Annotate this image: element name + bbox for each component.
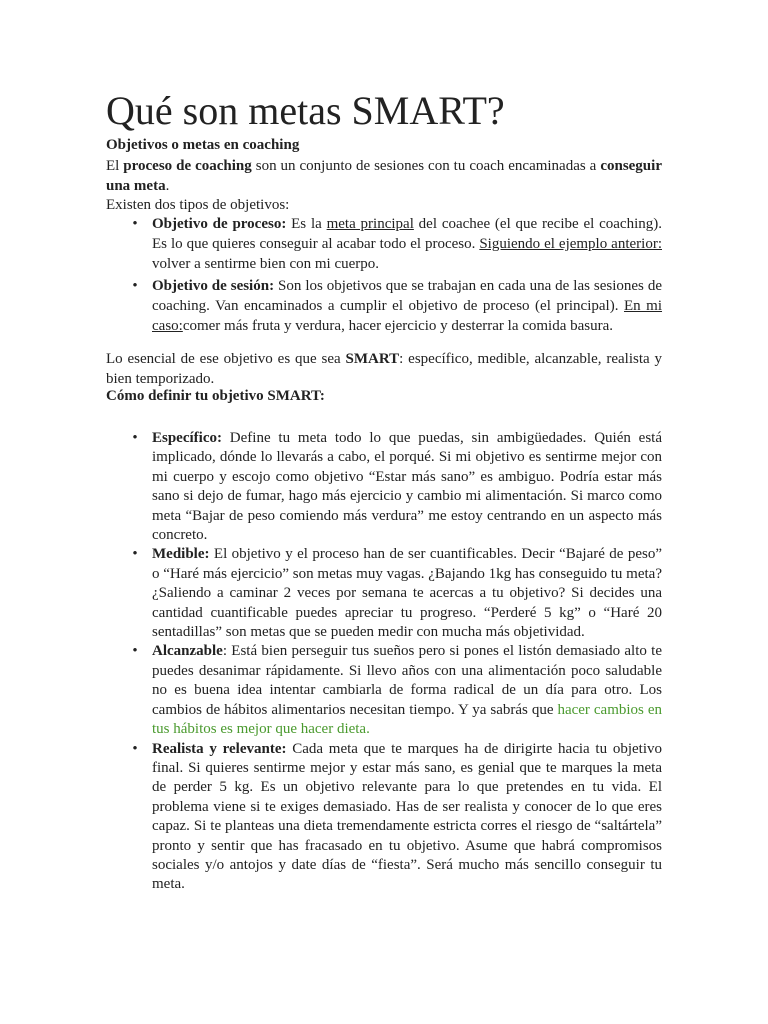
bullet-icon: • [132, 740, 138, 757]
item-text: comer más fruta y verdura, hacer ejercicio y desterrar la comida basura. [182, 318, 614, 334]
item-text: : Está bien perseguir tus sueños pero si pones el listón demasiado alto te puedes desanimar rápidamente. Si llevo años con una alimentación poco saludable no es buena idea intentar cambiarla de forma radical de un día para otro. Los cambios de hábitos alimentarios necesitan tiempo. Y ya sabrás que [152, 643, 662, 718]
item-heading: Realista y relevante: [152, 740, 287, 757]
item-heading: Medible: [152, 546, 210, 563]
section-heading-coaching: Objetivos o metas en coaching [106, 137, 300, 153]
objective-types-list [132, 214, 663, 338]
list-item-alcanzable [132, 642, 662, 739]
bullet-icon: • [132, 643, 138, 660]
item-heading: Específico: [152, 430, 222, 446]
intro-text-3: . [165, 178, 170, 194]
list-item-medible [132, 545, 662, 642]
smart-paragraph [106, 349, 662, 389]
bullet-icon: • [132, 278, 138, 294]
list-item-especifico [132, 429, 662, 545]
smart-criteria-list [132, 429, 662, 895]
underlined-en-mi-caso: En mi caso: [152, 298, 663, 334]
item-text: Es la [286, 216, 327, 232]
smart-bold: SMART [345, 351, 400, 367]
bullet-icon: • [132, 216, 138, 232]
intro-text-1: El [106, 158, 124, 174]
bullet-icon: • [132, 546, 138, 563]
item-heading: Objetivo de sesión: [152, 278, 275, 294]
smart-text-2: : específico, medible, alcanzable, realista y bien temporizado. [106, 351, 662, 387]
types-intro: Existen dos tipos de objetivos: [106, 197, 290, 213]
list-item-objetivo-sesion [132, 276, 663, 336]
item-text: del coachee (el que recibe el coaching). Es lo que quieres conseguir al acabar todo el proceso. [152, 216, 662, 252]
list-item-realista [132, 740, 662, 895]
intro-text-2: son un conjunto de sesiones con tu coach encaminadas a [251, 158, 601, 174]
bullet-icon: • [132, 430, 138, 446]
list-item-objetivo-proceso [132, 214, 662, 274]
item-text: El objetivo y el proceso han de ser cuantificables. Decir “Bajaré de peso” o “Haré más ejercicio” son metas muy vagas. ¿Bajando 1kg has conseguido tu meta? ¿Saliendo a caminar 2 veces por semana te acercas a tu objetivo? Si decides una cantidad cuantificable puedes apreciar tu progreso. “Perderé 5 kg” o “Haré 20 sentadillas” son metas que se pueden medir con mucha más objetividad. [152, 546, 662, 641]
underlined-meta-principal: meta principal [326, 216, 414, 232]
item-text: Define tu meta todo lo que puedas, sin ambigüedades. Quién está implicado, dónde lo llevarás a cabo, el porqué. Si mi objetivo es sentirme mejor con mi cuerpo y escojo como objetivo “Estar más sano” es ambiguo. Podría estar más sano si dejo de fumar, hago más ejercicio y cambio mi alimentación. Si marco como meta “Bajar de peso comiendo más verdura” me estoy centrando en un aspecto más concreto. [152, 430, 662, 544]
underlined-ejemplo: Siguiendo el ejemplo anterior: [479, 236, 662, 252]
intro-paragraph [106, 156, 662, 196]
item-heading: Objetivo de proceso: [152, 216, 287, 232]
smart-text-1: Lo esencial de ese objetivo es que sea [106, 351, 346, 367]
item-text: Son los objetivos que se trabajan en cada una de las sesiones de coaching. Van encaminados a cumplir el objetivo de proceso (el principal). [152, 278, 663, 314]
item-text: Cada meta que te marques ha de dirigirte hacia tu objetivo final. Si quieres sentirme mejor y estar más sano, es genial que te marques la meta de perder 5 kg. Es un objetivo relevante para lo que pretendes en tu vida. El problema viene si te exiges demasiado. Has de ser realista y conocer de lo que eres capaz. Si te planteas una dieta tremendamente estricta corres el riesgo de “saltártela” pronto y sentir que has fracasado en tu objetivo. Asume que habrá compromisos sociales y/o antojos y date días de “fiesta”. Será mucho más sencillo conseguir tu meta. [152, 740, 662, 893]
item-text: volver a sentirme bien con mi cuerpo. [152, 256, 380, 272]
page-title: Qué son metas SMART? [106, 88, 505, 133]
item-heading: Alcanzable [152, 643, 223, 660]
intro-bold-meta: conseguir una meta [106, 158, 662, 194]
intro-bold-proceso: proceso de coaching [123, 158, 252, 174]
habitos-link[interactable]: hacer cambios en tus hábitos es mejor que hacer dieta. [152, 701, 662, 738]
section-heading-smart: Cómo definir tu objetivo SMART: [106, 388, 325, 404]
